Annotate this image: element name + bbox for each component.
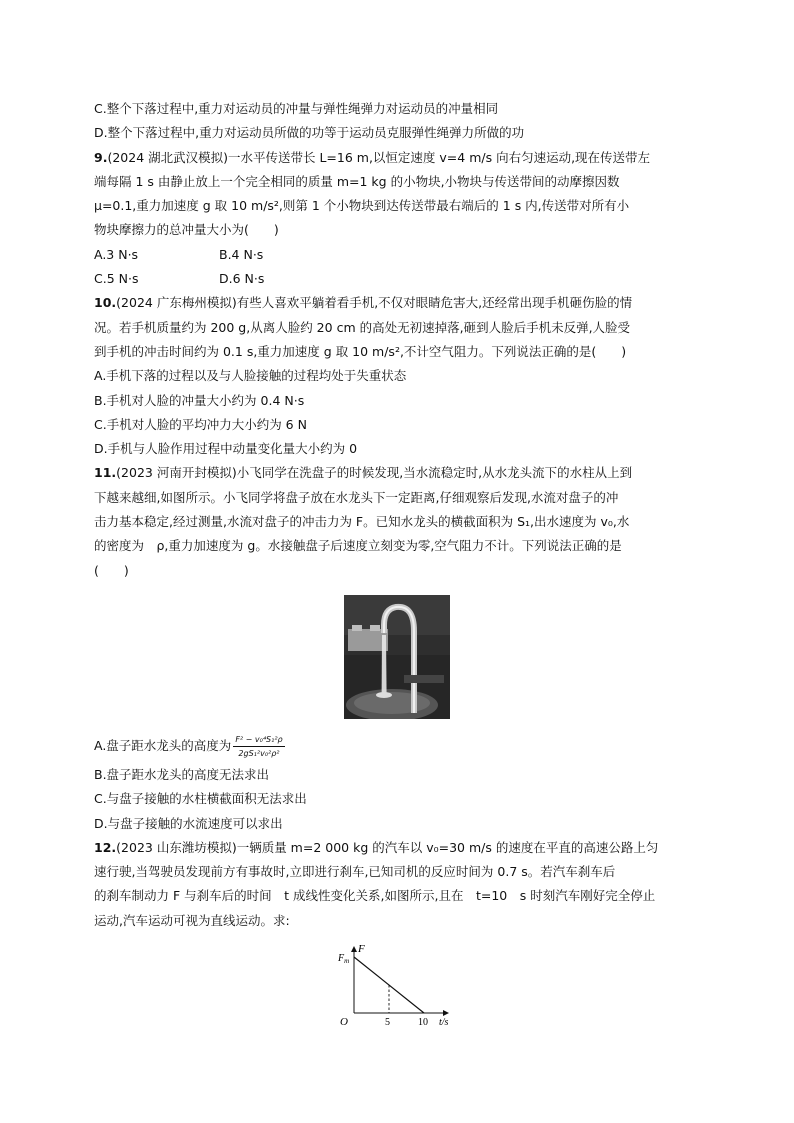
- q12-line-1: [94, 836, 704, 860]
- option-c-prev: C.整个下落过程中,重力对运动员的冲量与弹性绳弹力对运动员的冲量相同: [94, 101, 499, 116]
- q12-line-4: 运动,汽车运动可视为直线运动。求:: [94, 912, 290, 928]
- x-tick-10: 10: [418, 1017, 428, 1029]
- q9-options-cd: [94, 267, 704, 291]
- q10-line-1: [94, 291, 704, 315]
- x-tick-5: 5: [385, 1017, 390, 1029]
- q11-line-3: 击力基本稳定,经过测量,水流对盘子的冲击力为 F。已知水龙头的横截面积为 S₁,出水速度为 v₀,水: [94, 514, 630, 530]
- q11-option-d: D.与盘子接触的水流速度可以求出: [94, 815, 283, 831]
- q11-line-5: ( ): [94, 562, 129, 578]
- fraction-numerator: F² − v₀⁴S₁²ρ: [233, 734, 284, 747]
- q10-option-d: D.手机与人脸作用过程中动量变化量大小约为 0: [94, 441, 358, 457]
- q11-option-a-fraction: [233, 734, 284, 759]
- q11-option-b: B.盘子距水龙头的高度无法求出: [94, 766, 270, 782]
- faucet-photo-area: [94, 595, 704, 721]
- force-time-graph-area: [94, 943, 704, 1033]
- q12-line-2: 速行驶,当驾驶员发现前方有事故时,立即进行刹车,已知司机的反应时间为 0.7 s。若汽车刹车后: [94, 864, 616, 880]
- q9-option-d: D.6 N·s: [219, 271, 265, 287]
- q10-number: 10.: [94, 295, 117, 311]
- q9-line-1: [94, 146, 704, 170]
- q10-option-c: C.手机对人脸的平均冲力大小约为 6 N: [94, 416, 307, 432]
- q10-text-1: (2024 广东梅州模拟)有些人喜欢平躺着看手机,不仅对眼睛危害大,还经常出现手机砸伤脸的情: [116, 295, 633, 311]
- q12-line-3: 的刹车制动力 F 与刹车后的时间 t 成线性变化关系,如图所示,且在 t=10 s 时刻汽车刚好完全停止: [94, 888, 656, 904]
- q10-line-2: 况。若手机质量约为 200 g,从离人脸约 20 cm 的高处无初速掉落,砸到人脸后手机未反弹,人脸受: [94, 319, 631, 335]
- force-time-graph: [338, 943, 468, 1033]
- q9-text-1: (2024 湖北武汉模拟)一水平传送带长 L=16 m,以恒定速度 v=4 m/s 向右匀速运动,现在传送带左: [107, 149, 651, 165]
- q10-line-3: 到手机的冲击时间约为 0.1 s,重力加速度 g 取 10 m/s²,不计空气阻力。下列说法正确的是( ): [94, 343, 627, 359]
- faucet-photo: [344, 595, 450, 719]
- exam-content: [94, 97, 704, 1033]
- q11-line-2: 下越来越细,如图所示。小飞同学将盘子放在水龙头下一定距离,仔细观察后发现,水流对盘子的冲: [94, 489, 619, 505]
- y-axis-label: F: [358, 943, 365, 956]
- q11-number: 11.: [94, 465, 117, 481]
- q9-option-c: C.5 N·s: [94, 271, 139, 287]
- q11-option-a-text: A.盘子距水龙头的高度为: [94, 737, 232, 753]
- q10-option-a: A.手机下落的过程以及与人脸接触的过程均处于失重状态: [94, 368, 407, 384]
- origin-label: O: [340, 1016, 348, 1029]
- q9-line-3: μ=0.1,重力加速度 g 取 10 m/s²,则第 1 个小物块到达传送带最右端后的 1 s 内,传送带对所有小: [94, 198, 630, 214]
- q12-number: 12.: [94, 839, 117, 855]
- q9-number: 9.: [94, 149, 108, 165]
- option-d-prev: D.整个下落过程中,重力对运动员所做的功等于运动员克服弹性绳弹力所做的功: [94, 125, 525, 141]
- q11-option-c: C.与盘子接触的水柱横截面积无法求出: [94, 791, 307, 807]
- q10-option-b: B.手机对人脸的冲量大小约为 0.4 N·s: [94, 392, 305, 408]
- q9-line-4: 物块摩擦力的总冲量大小为( ): [94, 222, 279, 238]
- y-tick-label: $F_m$: [338, 953, 350, 966]
- q11-line-4: 的密度为 ρ,重力加速度为 g。水接触盘子后速度立刻变为零,空气阻力不计。下列说法正确的是: [94, 538, 622, 554]
- q11-option-a: [94, 729, 704, 763]
- x-axis-label: t/s: [439, 1017, 449, 1029]
- q9-options-ab: [94, 243, 704, 267]
- q11-text-1: (2023 河南开封模拟)小飞同学在洗盘子的时候发现,当水流稳定时,从水龙头流下的水柱从上到: [116, 465, 633, 481]
- q9-line-2: 端每隔 1 s 由静止放上一个完全相同的质量 m=1 kg 的小物块,小物块与传送带间的动摩擦因数: [94, 173, 620, 189]
- q9-option-a: A.3 N·s: [94, 246, 139, 262]
- fraction-denominator: 2gS₁²v₀²ρ²: [238, 748, 280, 758]
- q12-text-1: (2023 山东潍坊模拟)一辆质量 m=2 000 kg 的汽车以 v₀=30 m/s 的速度在平直的高速公路上匀: [116, 839, 659, 855]
- q11-line-1: [94, 461, 704, 485]
- q9-option-b: B.4 N·s: [219, 246, 264, 262]
